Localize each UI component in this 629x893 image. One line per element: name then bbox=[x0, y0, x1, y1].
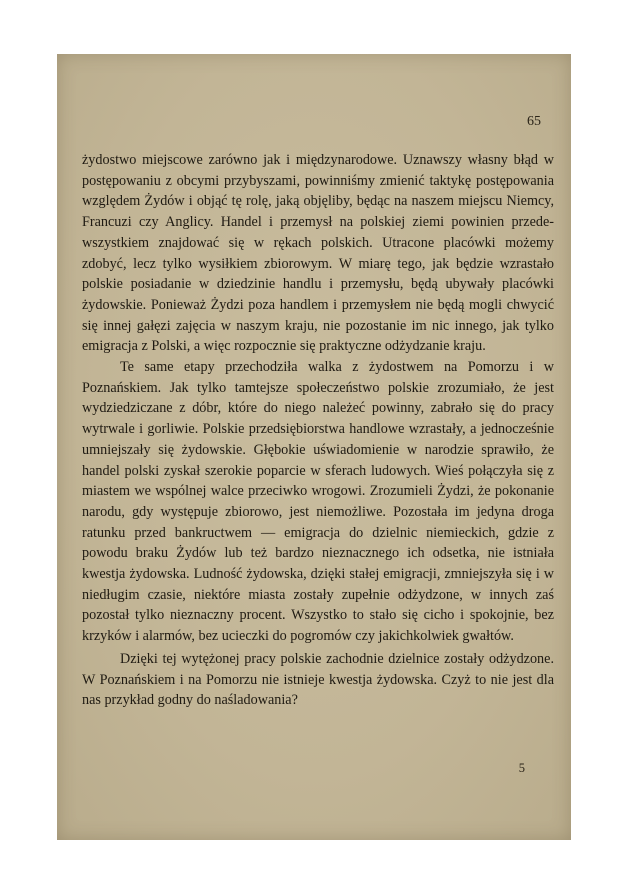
paragraph-1: żydostwo miejscowe zarówno jak i międzynarodowe. Uznawszy własny błąd w postępowaniu z obcymi przybyszami, powinniśmy zmienić taktykę postępowania względem Żydów i objąć tę rolę, jaką objęliby, będąc na naszem miejscu Niemcy, Francuzi czy Anglicy. Handel i przemysł na polskiej ziemi powinien przede-wszystkiem znajdować się w rękach polskich. Utracone placówki możemy zdobyć, lecz tylko wysiłkiem zbiorowym. W miarę tego, jak będzie wzrastało polskie posiadanie w dziedzinie handlu i przemysłu, będą ubywały placówki żydowskie. Ponieważ Żydzi poza handlem i przemysłem nie będą mogli chwycić się innej gałęzi zajęcia w naszym kraju, nie pozostanie im nic innego, jak tylko emigracja z Polski, a więc rozpocznie się praktyczne odżydzanie kraju. bbox=[82, 152, 554, 355]
body-text bbox=[82, 150, 554, 711]
page-number: 65 bbox=[527, 114, 541, 129]
paragraph-3: Dzięki tej wytężonej pracy polskie zachodnie dzielnice zostały odżydzone. W Poznańskiem i na Pomorzu nie istnieje kwestja żydowska. Czyż to nie jest dla nas przykład godny do naśladowania? bbox=[82, 650, 554, 709]
scanned-book-page bbox=[57, 54, 571, 840]
paragraph-2: Te same etapy przechodziła walka z żydostwem na Pomorzu i w Poznańskiem. Jak tylko tamtejsze społeczeństwo polskie zrozumiało, że jest wydziedziczane z dóbr, które do niego należeć powinny, zabrało się do pracy wytrwale i gorliwie. Polskie przedsiębiorstwa handlowe wzrastały, a jednocześnie umniejszały się żydowskie. Głębokie uświadomienie w narodzie sprawiło, że handel polski zyskał szerokie poparcie w sferach ludowych. Wieś połączyła się z miastem we wspólnej walce przeciwko wrogowi. Zrozumieli Żydzi, że pokonanie narodu, gdy występuje zbiorowo, jest niemożliwe. Pozostała im jedyna droga ratunku przed bankructwem — emigracja do dzielnic niemieckich, gdzie z powodu braku Żydów lub też bardzo nieznacznego ich odsetka, nie istniała kwestja żydowska. Ludność żydowska, dzięki stałej emigracji, zmniejszyła się i w niedługim czasie, niektóre miasta zostały zupełnie odżydzone, w innych zaś pozostał tylko nieznaczny procent. Wszystko to stało się cicho i spokojnie, bez krzyków i alarmów, bez ucieczki do pogromów czy jakichkolwiek gwałtów. bbox=[82, 359, 554, 645]
printer-signature-mark: 5 bbox=[518, 761, 525, 775]
